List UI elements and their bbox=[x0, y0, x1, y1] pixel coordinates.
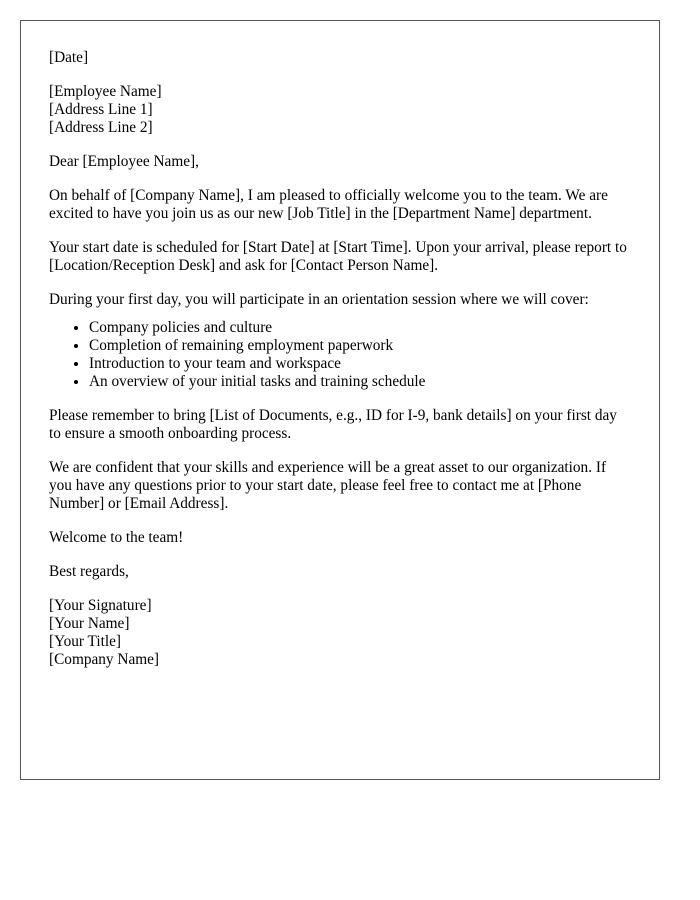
confidence-paragraph: We are confident that your skills and experience will be a great asset to our organization. If you have any questions prior to your start date, please feel free to contact me at [Phone Number] or [Email Address]. bbox=[49, 459, 607, 512]
recipient-name: [Employee Name] bbox=[49, 83, 162, 100]
letter-page bbox=[20, 20, 660, 780]
recipient-address-line-2: [Address Line 2] bbox=[49, 119, 153, 136]
closing-line: Best regards, bbox=[49, 563, 129, 580]
orientation-list bbox=[49, 319, 631, 391]
letter-date: [Date] bbox=[49, 49, 89, 66]
list-item: • Company policies and culture bbox=[89, 319, 631, 337]
recipient-address-line-1: [Address Line 1] bbox=[49, 101, 153, 118]
start-date-paragraph: Your start date is scheduled for [Start Date] at [Start Time]. Upon your arrival, please report to [Location/Reception Desk] and ask for [Contact Person Name]. bbox=[49, 239, 627, 274]
salutation: Dear [Employee Name], bbox=[49, 153, 199, 170]
sender-signature: [Your Signature] bbox=[49, 597, 152, 614]
welcome-paragraph: On behalf of [Company Name], I am pleased to officially welcome you to the team. We are excited to have you join us as our new [Job Title] in the [Department Name] department. bbox=[49, 187, 608, 222]
recipient-address bbox=[49, 83, 631, 137]
documents-paragraph: Please remember to bring [List of Documents, e.g., ID for I-9, bank details] on your first day to ensure a smooth onboarding process. bbox=[49, 407, 617, 442]
sender-company: [Company Name] bbox=[49, 651, 160, 668]
sender-title: [Your Title] bbox=[49, 633, 121, 650]
date-line bbox=[49, 49, 631, 67]
list-item: • Introduction to your team and workspace bbox=[89, 355, 631, 373]
sender-name: [Your Name] bbox=[49, 615, 130, 632]
list-item: • An overview of your initial tasks and training schedule bbox=[89, 373, 631, 391]
list-item: • Completion of remaining employment paperwork bbox=[89, 337, 631, 355]
orientation-intro-paragraph: During your first day, you will participate in an orientation session where we will cover: bbox=[49, 291, 589, 308]
signature-block bbox=[49, 597, 631, 669]
welcome-line: Welcome to the team! bbox=[49, 529, 184, 546]
